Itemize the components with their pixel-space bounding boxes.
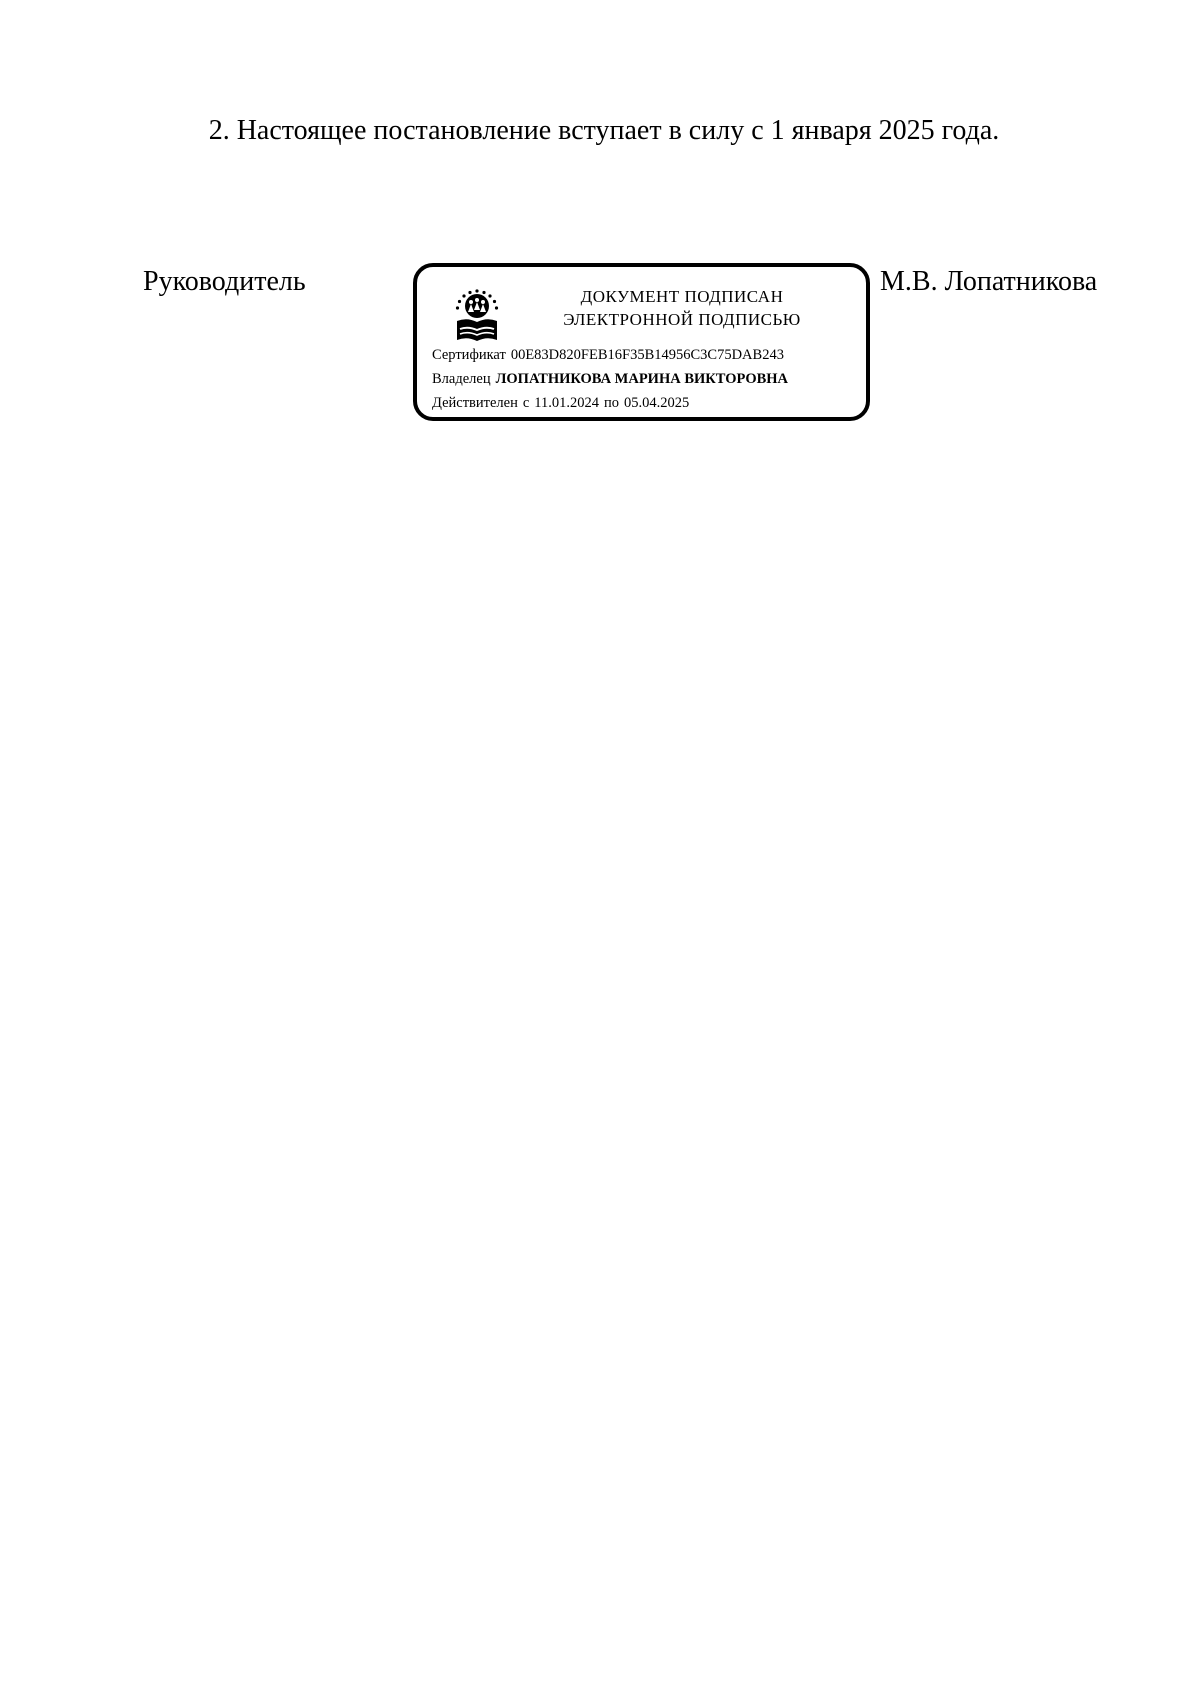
signer-name: М.В. Лопатникова: [880, 266, 1098, 297]
valid-from-date: 11.01.2024: [534, 395, 600, 411]
certificate-label: Сертификат: [432, 347, 506, 363]
valid-to-label: по: [604, 395, 620, 411]
paragraph-text: 2. Настоящее постановление вступает в силу с 1 января 2025 года.: [208, 115, 1000, 146]
stamp-certificate-row: [432, 346, 784, 364]
stamp-heading-line1: ДОКУМЕНТ ПОДПИСАН: [580, 287, 784, 306]
certificate-value: 00E83D820FEB16F35B14956C3C75DAB243: [510, 347, 784, 363]
emblem-icon: [451, 287, 503, 343]
valid-from-label: с: [522, 395, 530, 411]
owner-label: Владелец: [432, 371, 491, 387]
stamp-validity-row: [432, 394, 689, 412]
stamp-heading-line2: ЭЛЕКТРОННОЙ ПОДПИСЬЮ: [563, 310, 801, 329]
signer-title: Руководитель: [143, 266, 306, 297]
valid-label: Действителен: [432, 395, 518, 411]
electronic-signature-stamp: [413, 263, 870, 421]
stamp-owner-row: [432, 370, 788, 388]
paragraph-effective-date: [0, 114, 1200, 148]
valid-to-date: 05.04.2025: [624, 395, 690, 411]
owner-value: ЛОПАТНИКОВА МАРИНА ВИКТОРОВНА: [495, 371, 789, 387]
